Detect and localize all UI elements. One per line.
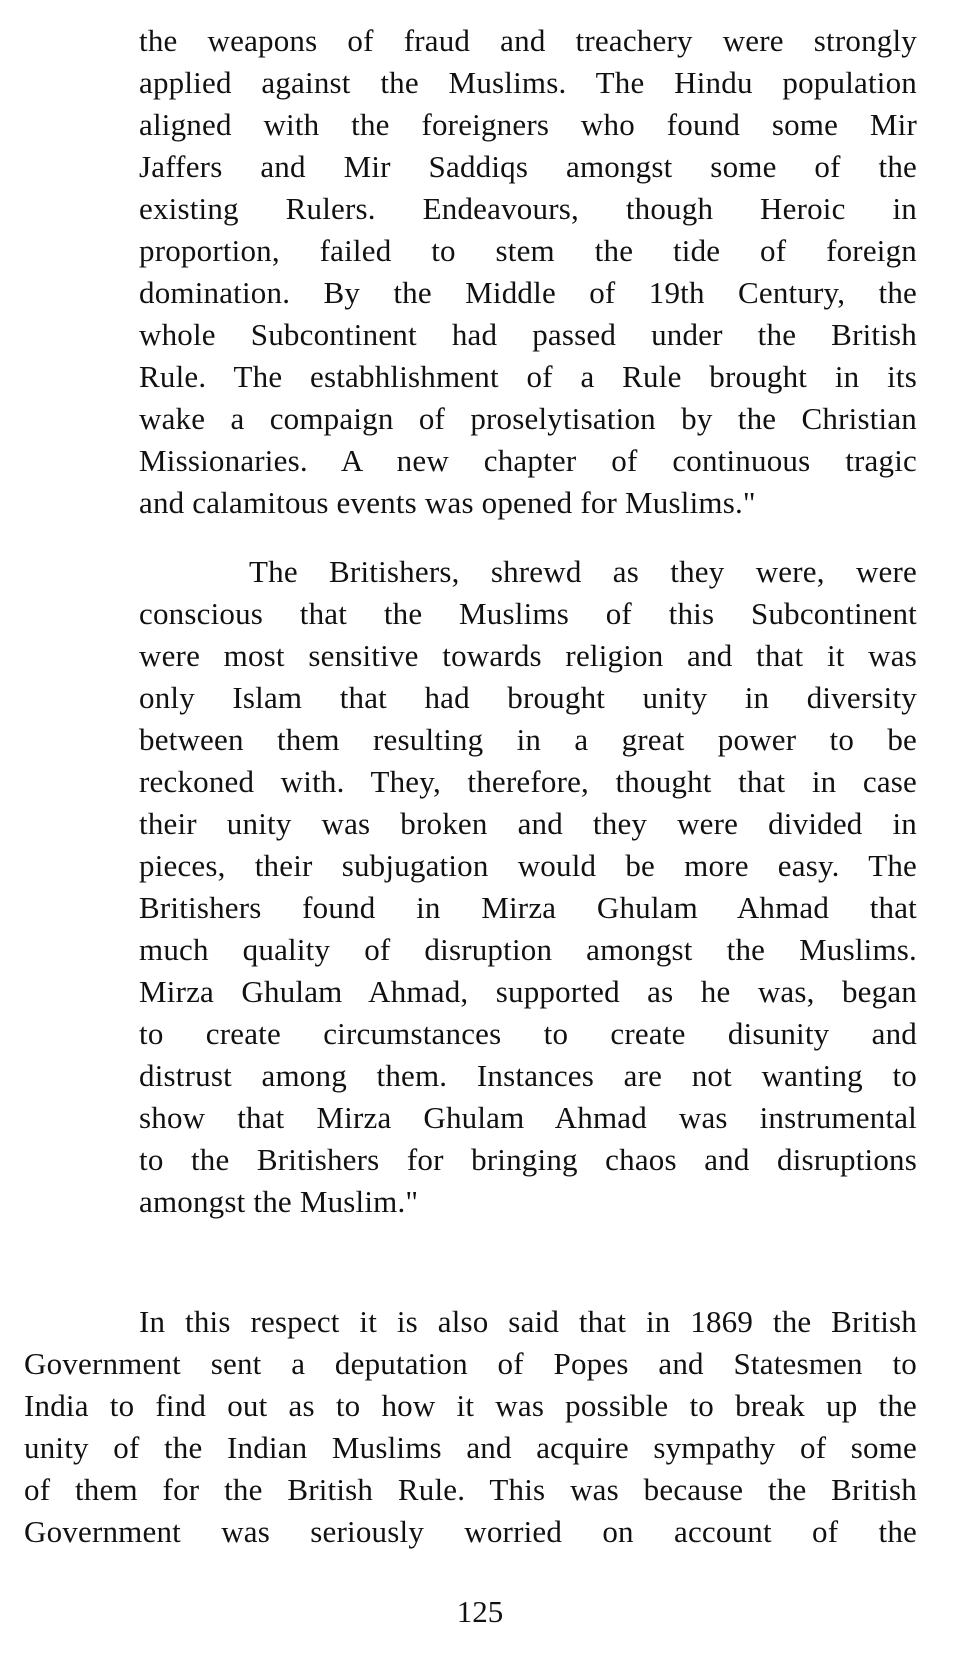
text-line: In this respect it is also said that in 1869 the British xyxy=(139,1304,917,1339)
text-line: conscious that the Muslims of this Subcontinent xyxy=(139,596,917,631)
text-line: distrust among them. Instances are not wanting to xyxy=(139,1058,917,1093)
text-line: domination. By the Middle of 19th Century, the xyxy=(139,275,917,310)
text-line: pieces, their subjugation would be more easy. The xyxy=(139,848,917,883)
text-line: of them for the British Rule. This was because the British xyxy=(24,1472,917,1507)
text-line: India to find out as to how it was possible to break up the xyxy=(24,1388,917,1423)
text-line: aligned with the foreigners who found some Mir xyxy=(139,107,917,142)
text-line: existing Rulers. Endeavours, though Heroic in xyxy=(139,191,917,226)
quoted-paragraph-1 xyxy=(139,20,917,524)
text-line: were most sensitive towards religion and that it was xyxy=(139,638,917,673)
text-line: unity of the Indian Muslims and acquire sympathy of some xyxy=(24,1430,917,1465)
text-line: Britishers found in Mirza Ghulam Ahmad that xyxy=(139,890,917,925)
text-line: Jaffers and Mir Saddiqs amongst some of the xyxy=(139,149,917,184)
text-line: to create circumstances to create disunity and xyxy=(139,1016,917,1051)
text-line: whole Subcontinent had passed under the British xyxy=(139,317,917,352)
text-line: Rule. The estabhlishment of a Rule brought in its xyxy=(139,359,917,394)
text-line: show that Mirza Ghulam Ahmad was instrumental xyxy=(139,1100,917,1135)
page-number: 125 xyxy=(456,1594,504,1629)
text-line: the weapons of fraud and treachery were strongly xyxy=(139,23,917,58)
text-line: wake a compaign of proselytisation by the Christian xyxy=(139,401,917,436)
quoted-paragraph-2 xyxy=(139,551,917,1223)
text-line: Government was seriously worried on account of the xyxy=(24,1514,917,1549)
text-line: Mirza Ghulam Ahmad, supported as he was, began xyxy=(139,974,917,1009)
text-line: only Islam that had brought unity in diversity xyxy=(139,680,917,715)
text-line: and calamitous events was opened for Muslims." xyxy=(139,485,756,520)
text-line: Missionaries. A new chapter of continuous tragic xyxy=(139,443,917,478)
text-line: Government sent a deputation of Popes and Statesmen to xyxy=(24,1346,917,1381)
text-line: proportion, failed to stem the tide of foreign xyxy=(139,233,917,268)
text-line: between them resulting in a great power to be xyxy=(139,722,917,757)
text-line: The Britishers, shrewd as they were, were xyxy=(249,554,917,589)
text-line: much quality of disruption amongst the Muslims. xyxy=(139,932,917,967)
text-line: amongst the Muslim." xyxy=(139,1184,419,1219)
text-line: reckoned with. They, therefore, thought that in case xyxy=(139,764,917,799)
body-paragraph xyxy=(24,1301,917,1553)
text-line: their unity was broken and they were divided in xyxy=(139,806,917,841)
text-line: to the Britishers for bringing chaos and disruptions xyxy=(139,1142,917,1177)
text-line: applied against the Muslims. The Hindu population xyxy=(139,65,917,100)
